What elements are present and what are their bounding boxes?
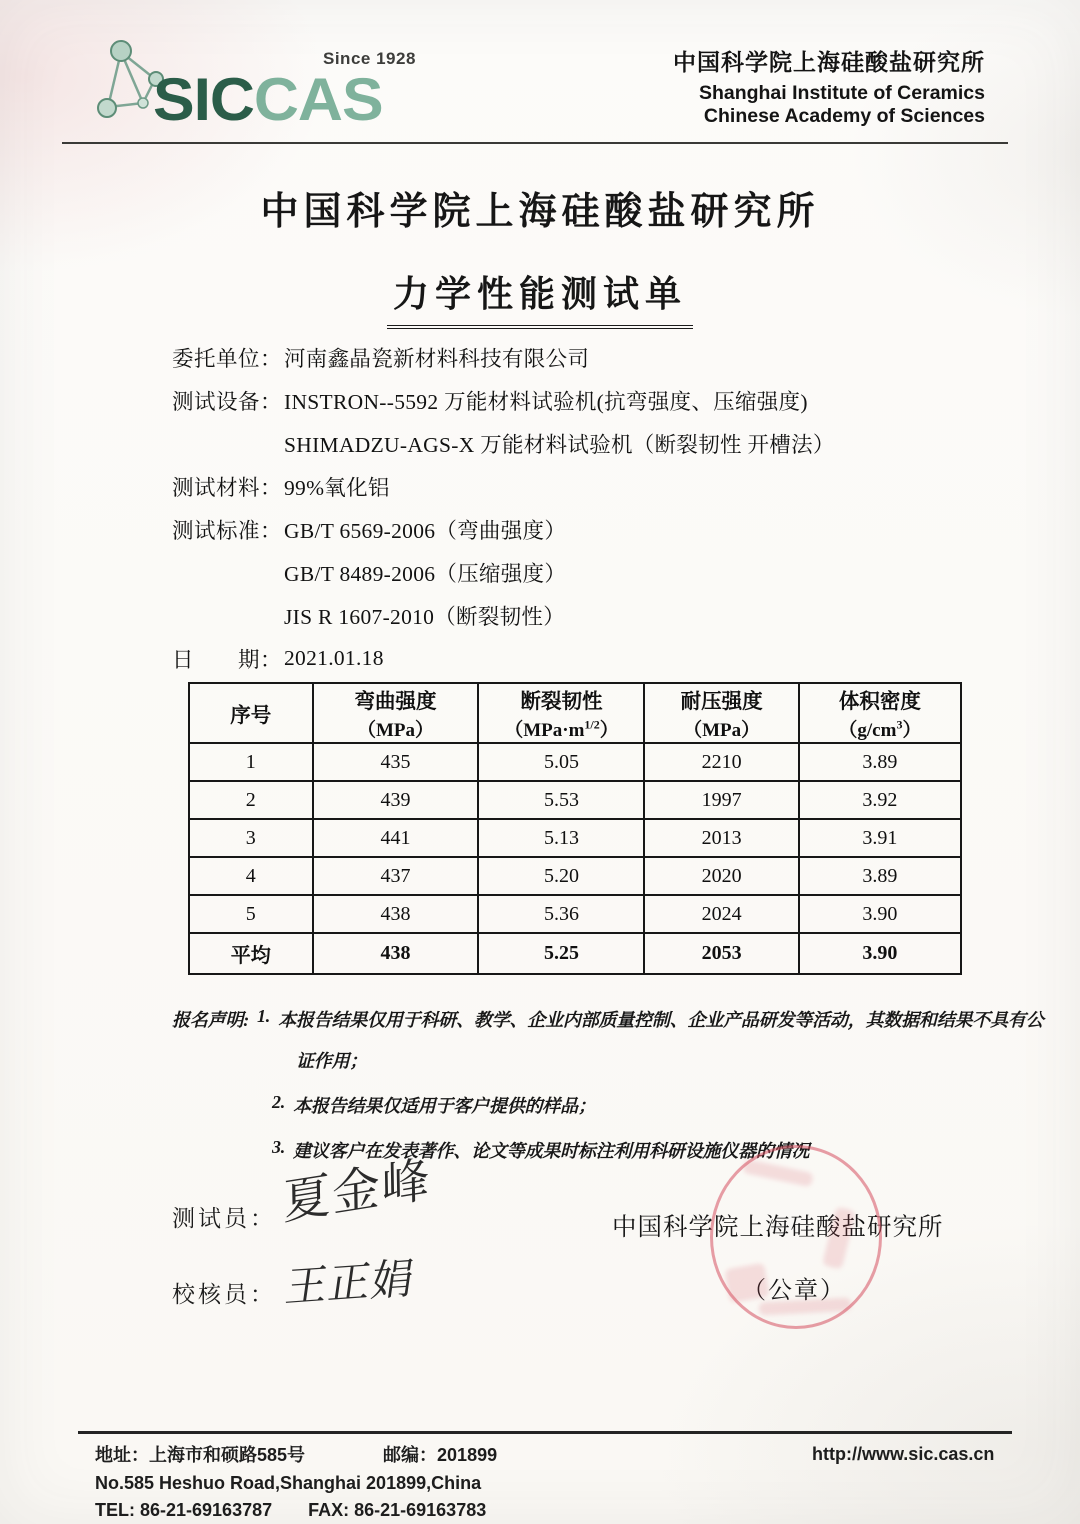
seal-smudge [724,1263,769,1303]
report-declaration [172,1006,1044,1163]
logo-sic-text: SIC [153,66,254,133]
field-value: INSTRON--5592 万能材料试验机(抗弯强度、压缩强度) [284,390,808,414]
header-bulk-density: 体积密度 $(g/cm^3)$ [799,683,961,743]
footer-postcode: 邮编：201899 [383,1445,498,1465]
seal-smudge [742,1159,813,1187]
cell: 2053 [644,933,798,974]
field-value: JIS R 1607-2010（断裂韧性） [284,605,566,629]
declaration-item-1-cont: 证作用； [296,1051,368,1071]
title-report-name: 力学性能测试单 [387,266,693,329]
checker-signature: 王正娟 [282,1256,418,1312]
footer-fax: FAX: 86-21-69163783 [308,1500,487,1520]
cell: 5.20 [478,857,644,895]
seal-institute-text: 中国科学院上海硅酸盐研究所 [612,1214,944,1241]
footer-contact-block [95,1442,497,1524]
footer-address-cn: 地址：上海市和硕路585号 [95,1445,306,1465]
seal-smudge [822,1206,856,1269]
cell: 437 [313,857,479,895]
table-row [189,743,961,781]
cell: 5.25 [478,933,644,974]
field-value: GB/T 6569-2006（弯曲强度） [284,519,567,543]
siccas-logo [95,35,515,140]
note-text: 建议客户在发表著作、论文等成果时标注利用科研设施仪器的情况 [293,1141,810,1161]
cell: 5.53 [478,781,644,819]
cell: 435 [313,743,479,781]
logo-wordmark [153,65,383,134]
cell: 平均 [189,933,313,974]
cell: 5.05 [478,743,644,781]
cell: 438 [313,895,479,933]
header-serial: 序号 [189,683,313,743]
cell: 5.36 [478,895,644,933]
field-client [172,336,835,379]
field-standard-2 [172,551,835,594]
field-date [172,637,835,680]
table-row [189,857,961,895]
logo-since-text: Since 1928 [323,49,416,68]
cell: 3.90 [799,895,961,933]
tester-signature: 夏金峰 [282,1153,432,1231]
footer-divider [78,1431,1012,1434]
field-label: 测试材料： [172,476,283,500]
declaration-label: 报名声明: [172,1010,249,1030]
note-text: 本报告结果仅用于科研、教学、企业内部质量控制、企业产品研发等活动，其数据和结果不具有公 [278,1010,1044,1030]
field-equipment-2 [172,422,835,465]
cell: 2020 [644,857,798,895]
declaration-item-2 [272,1092,1012,1118]
field-label: 委托单位： [172,347,283,371]
cell: 3.89 [799,857,961,895]
cell: 2013 [644,819,798,857]
checker-label: 校核员： [172,1282,276,1307]
letterhead-institute-en2: Chinese Academy of Sciences [703,105,985,127]
cell: 438 [313,933,479,974]
letterhead-right [673,44,985,128]
note-number: 3. [272,1137,286,1157]
red-official-seal-stamp [710,1145,882,1329]
table-header-row [189,683,961,743]
cell: 5 [189,895,313,933]
footer-tel: TEL: 86-21-69163787 [95,1500,273,1520]
cell: 439 [313,781,479,819]
letterhead-institute-cn: 中国科学院上海硅酸盐研究所 [673,49,985,75]
table-row [189,781,961,819]
cell: 1 [189,743,313,781]
field-standard-3 [172,594,835,637]
footer-phone-line [95,1497,497,1524]
logo-cas-text: CAS [253,66,383,133]
cell: 3.92 [799,781,961,819]
footer-address-line [95,1442,497,1470]
table-row [189,819,961,857]
cell: 2 [189,781,313,819]
header-divider [62,142,1008,144]
field-value: 99%氧化铝 [284,476,390,500]
field-label: 测试标准： [172,519,283,543]
cell: 3 [189,819,313,857]
field-value: 河南鑫晶瓷新材料科技有限公司 [284,347,590,371]
declaration-item-1 [172,1006,1044,1032]
table-row [189,895,961,933]
field-equipment [172,379,835,422]
field-label: 测试设备： [172,390,283,414]
field-value: SHIMADZU-AGS-X 万能材料试验机（断裂韧性 开槽法） [284,433,835,457]
header-fracture-toughness: 断裂韧性 $(MPa\cdot m^{1/2})$ [478,683,644,743]
cell: 5.13 [478,819,644,857]
report-info-fields [172,336,835,680]
field-label: 日 期： [172,648,283,672]
cell: 2210 [644,743,798,781]
note-text: 本报告结果仅适用于客户提供的样品； [293,1096,596,1116]
tester-label: 测试员： [172,1206,276,1231]
note-number: 1. [257,1006,271,1026]
cell: 3.89 [799,743,961,781]
official-seal-note: （公章） [742,1278,846,1304]
field-value: 2021.01.18 [284,646,384,670]
field-material [172,465,835,508]
cell: 2024 [644,895,798,933]
table-average-row [189,933,961,974]
note-number: 2. [272,1092,286,1112]
header-compressive-strength: 耐压强度 （MPa） [644,683,798,743]
field-standard-1 [172,508,835,551]
document-title [0,180,1080,329]
header-bending-strength: 弯曲强度 （MPa） [313,683,479,743]
results-table [188,682,962,975]
field-value: GB/T 8489-2006（压缩强度） [284,562,567,586]
title-institute: 中国科学院上海硅酸盐研究所 [260,191,820,233]
cell: 1997 [644,781,798,819]
cell: 441 [313,819,479,857]
cell: 4 [189,857,313,895]
seal-smudge [759,1298,852,1316]
cell: 3.91 [799,819,961,857]
cell: 3.90 [799,933,961,974]
letterhead-institute-en1: Shanghai Institute of Ceramics [698,82,985,104]
footer-address-en: No.585 Heshuo Road,Shanghai 201899,China [95,1472,482,1493]
footer-website-url: http://www.sic.cas.cn [812,1444,995,1464]
